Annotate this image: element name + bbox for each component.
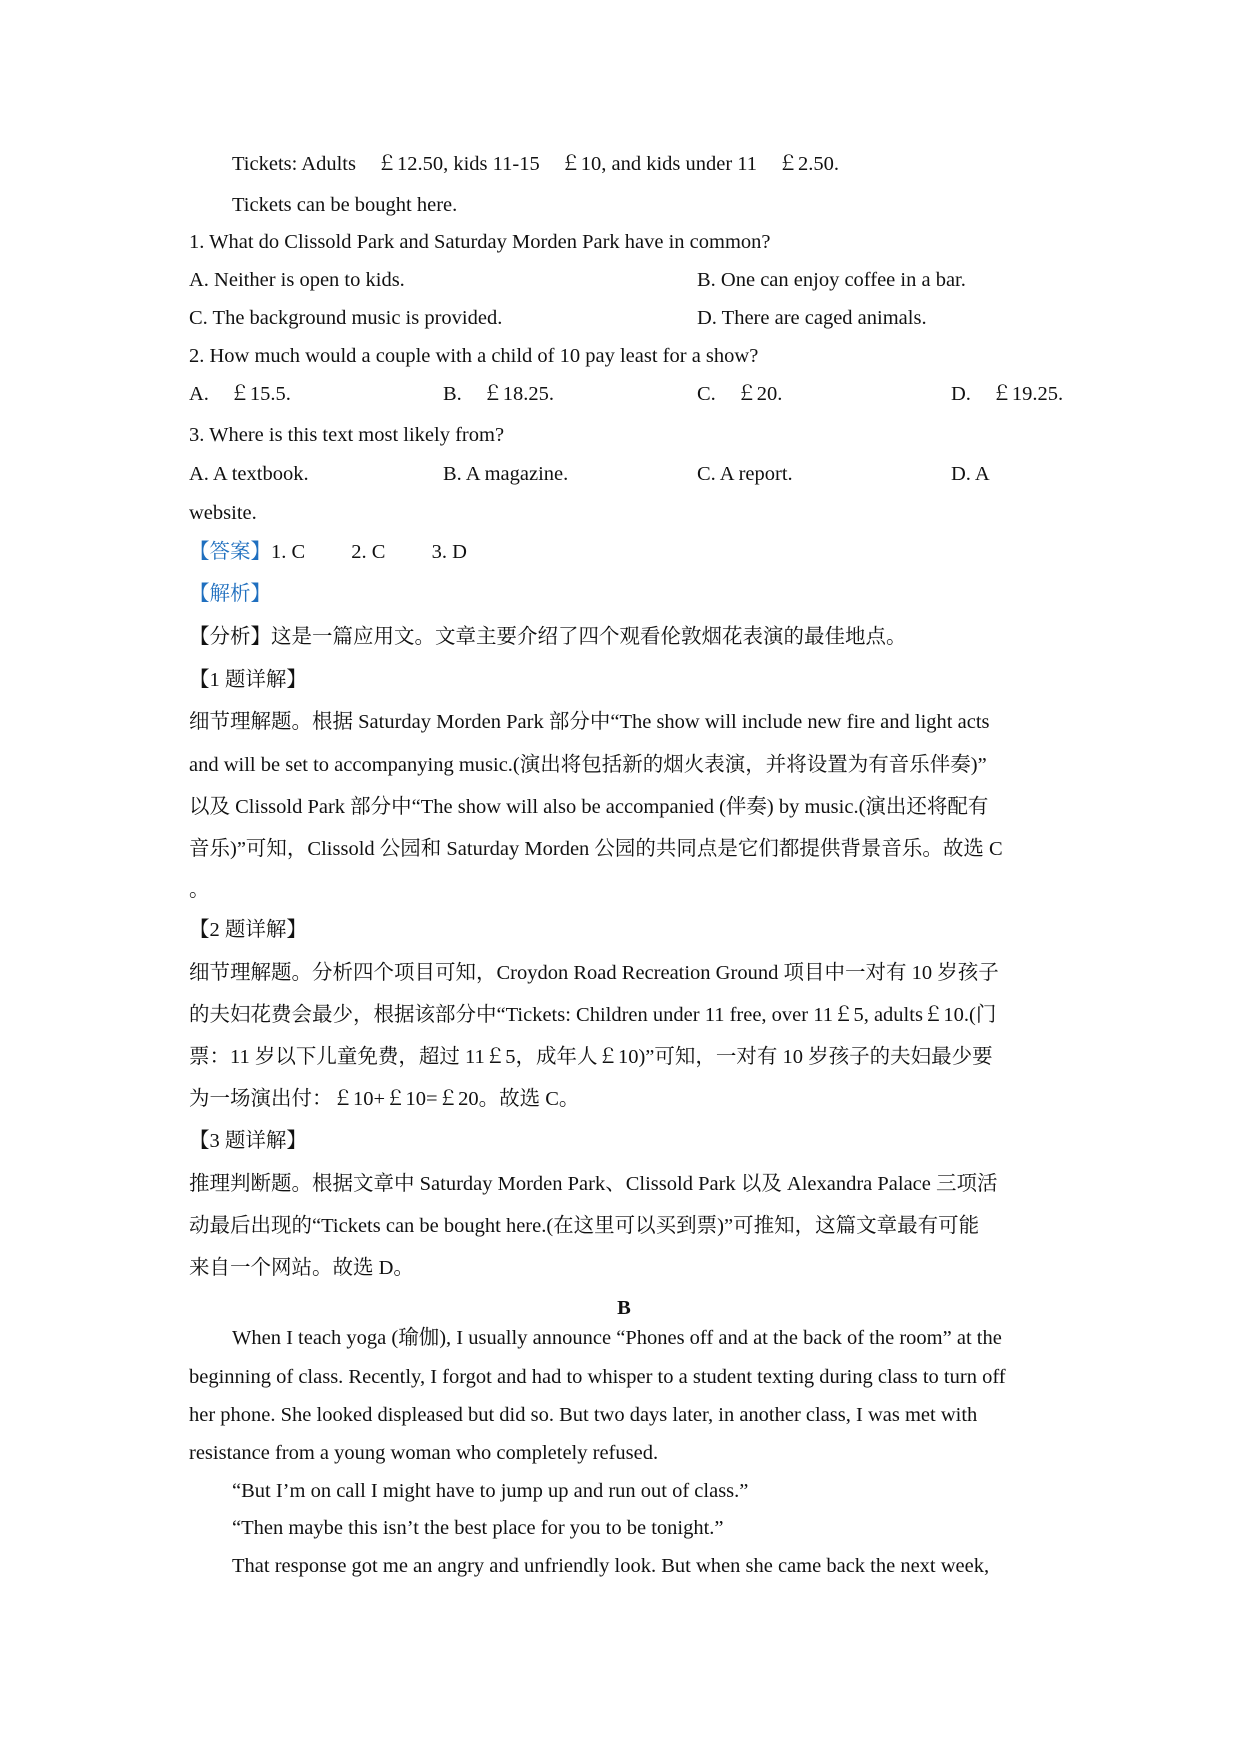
question-2-option-d: D. ￡19.25. bbox=[951, 383, 1064, 405]
detail-2-line: 为一场演出付：￡10+￡10=￡20。故选 C。 bbox=[189, 1088, 580, 1110]
question-2-option-c: C. ￡20. bbox=[697, 383, 783, 405]
detail-3-line: 推理判断题。根据文章中 Saturday Morden Park、Clissold Park 以及 Alexandra Palace 三项活 bbox=[189, 1173, 998, 1195]
detail-2-heading: 【2 题详解】 bbox=[189, 919, 307, 941]
detail-1-line: 。 bbox=[189, 879, 210, 901]
detail-1-line: and will be set to accompanying music.(演出将包括新的烟火表演，并将设置为有音乐伴奏)” bbox=[189, 754, 987, 776]
question-3-option-a: A. A textbook. bbox=[189, 463, 309, 485]
passage-line: her phone. She looked displeased but did so. But two days later, in another class, I was met with bbox=[189, 1404, 978, 1426]
answer-label: 【答案】 bbox=[189, 541, 271, 563]
passage-line: resistance from a young woman who completely refused. bbox=[189, 1442, 659, 1464]
question-2-stem: 2. How much would a couple with a child of 10 pay least for a show? bbox=[189, 345, 759, 367]
question-3-stem: 3. Where is this text most likely from? bbox=[189, 424, 505, 446]
tickets-prices: Tickets: Adults ￡12.50, kids 11-15 ￡10, and kids under 11 ￡2.50. bbox=[232, 153, 840, 175]
detail-2-line: 细节理解题。分析四个项目可知，Croydon Road Recreation Ground 项目中一对有 10 岁孩子 bbox=[189, 962, 999, 984]
question-3-option-d: D. A bbox=[951, 463, 990, 485]
question-1-option-a: A. Neither is open to kids. bbox=[189, 269, 405, 291]
detail-1-line: 细节理解题。根据 Saturday Morden Park 部分中“The show will include new fire and light acts bbox=[189, 711, 990, 733]
detail-3-line: 来自一个网站。故选 D。 bbox=[189, 1257, 414, 1279]
passage-line: That response got me an angry and unfriendly look. But when she came back the next week, bbox=[232, 1555, 990, 1577]
passage-line: “But I’m on call I might have to jump up and run out of class.” bbox=[232, 1480, 749, 1502]
question-2-option-b: B. ￡18.25. bbox=[443, 383, 555, 405]
detail-1-line: 音乐)”可知，Clissold 公园和 Saturday Morden 公园的共同点是它们都提供背景音乐。故选 C bbox=[189, 838, 1003, 860]
passage-line: When I teach yoga (瑜伽), I usually announce “Phones off and at the back of the room” at the bbox=[232, 1327, 1002, 1349]
question-1-option-b: B. One can enjoy coffee in a bar. bbox=[697, 269, 966, 291]
detail-1-heading: 【1 题详解】 bbox=[189, 669, 307, 691]
question-1-stem: 1. What do Clissold Park and Saturday Morden Park have in common? bbox=[189, 231, 771, 253]
detail-2-line: 的夫妇花费会最少，根据该部分中“Tickets: Children under 11 free, over 11￡5, adults￡10.(门 bbox=[189, 1004, 997, 1026]
answer-line bbox=[189, 539, 1059, 565]
detail-3-line: 动最后出现的“Tickets can be bought here.(在这里可以买到票)”可推知，这篇文章最有可能 bbox=[189, 1215, 980, 1237]
answer-value: 1. C 2. C 3. D bbox=[271, 541, 467, 563]
question-3-option-d-wrap: website. bbox=[189, 502, 257, 524]
detail-2-line: 票：11 岁以下儿童免费，超过 11￡5，成年人￡10)”可知，一对有 10 岁孩子的夫妇最少要 bbox=[189, 1046, 993, 1068]
question-1-option-c: C. The background music is provided. bbox=[189, 307, 503, 329]
analysis-label: 【解析】 bbox=[189, 583, 271, 605]
detail-1-line: 以及 Clissold Park 部分中“The show will also be accompanied (伴奏) by music.(演出还将配有 bbox=[189, 796, 989, 818]
detail-3-heading: 【3 题详解】 bbox=[189, 1130, 307, 1152]
question-3-option-b: B. A magazine. bbox=[443, 463, 569, 485]
question-1-option-d: D. There are caged animals. bbox=[697, 307, 927, 329]
passage-line: “Then maybe this isn’t the best place for you to be tonight.” bbox=[232, 1517, 724, 1539]
tickets-buy: Tickets can be bought here. bbox=[232, 194, 458, 216]
section-b-title: B bbox=[617, 1297, 631, 1319]
overview-text: 【分析】这是一篇应用文。文章主要介绍了四个观看伦敦烟花表演的最佳地点。 bbox=[189, 626, 907, 648]
passage-line: beginning of class. Recently, I forgot and had to whisper to a student texting during class to turn off bbox=[189, 1366, 1006, 1388]
question-2-option-a: A. ￡15.5. bbox=[189, 383, 291, 405]
question-3-option-c: C. A report. bbox=[697, 463, 793, 485]
